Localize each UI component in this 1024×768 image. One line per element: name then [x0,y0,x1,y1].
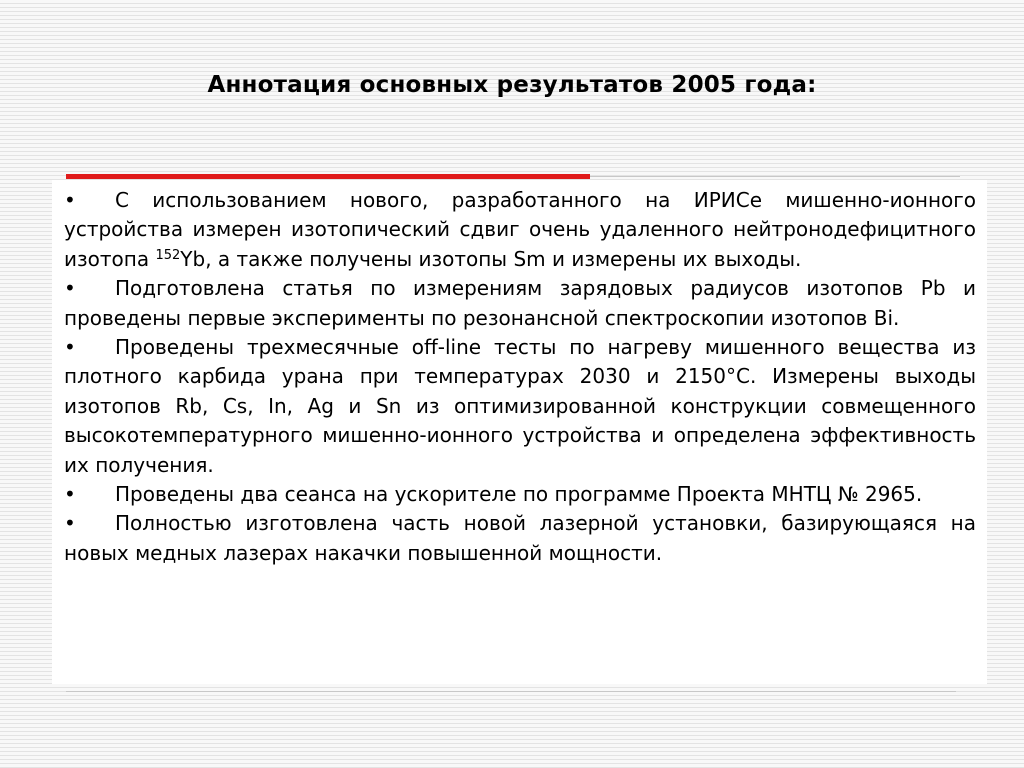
title-gray-rule [590,176,960,177]
list-item [64,274,976,333]
list-item-text: Проведены два сеанса на ускорителе по программе Проекта МНТЦ № 2965. [115,482,923,507]
list-item-text: Подготовлена статья по измерениям зарядовых радиусов изотопов Pb и проведены первые эксперименты по резонансной спектроскопии изотопов Bi. [64,276,976,330]
bottom-gray-rule [66,691,956,692]
bullet-icon: • [64,482,76,507]
bullet-icon: • [64,276,76,301]
list-item-text: С использованием нового, разработанного на ИРИСе мишенно-ионного устройства измерен изотопический сдвиг очень удаленного нейтронодефицитного изотопа [64,188,976,271]
list-item [64,186,976,274]
list-item-text: Полностью изготовлена часть новой лазерной установки, базирующаяся на новых медных лазерах накачки повышенной мощности. [64,511,976,565]
annotation-list [64,186,976,568]
bullet-icon: • [64,511,76,536]
list-item-text: Проведены трехмесячные off-line тесты по нагреву мишенного вещества из плотного карбида урана при температурах 2030 и 2150°С. Измерены выходы изотопов Rb, Cs, In, Ag и Sn из оптимизированной конструкции совмещенного высокотемпературного мишенно-ионного устройства и определена эффективность их получения. [64,335,976,477]
list-item [64,480,976,509]
list-item [64,333,976,480]
slide-title: Аннотация основных результатов 2005 года: [207,72,817,98]
list-item [64,509,976,568]
bullet-icon: • [64,335,76,360]
title-accent-rule [66,174,590,179]
bullet-icon: • [64,188,76,212]
list-item-text: Yb, а также получены изотопы Sm и измерены их выходы. [180,246,802,271]
isotope-mass-number: 152 [155,247,181,263]
